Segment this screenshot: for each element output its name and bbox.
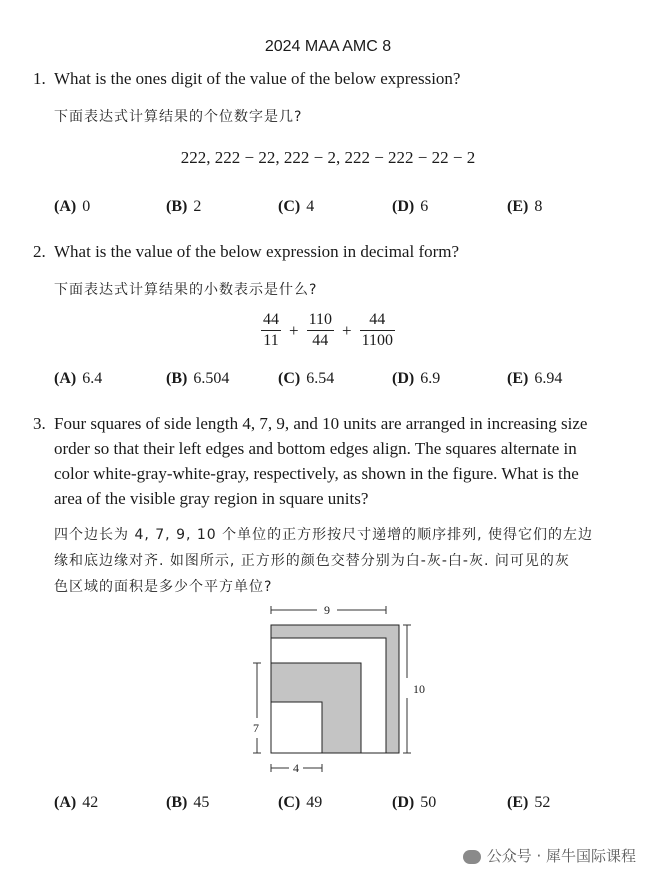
- denominator: 1100: [361, 332, 393, 349]
- choice-a[interactable]: [54, 198, 90, 216]
- choice-a[interactable]: [54, 794, 98, 812]
- question-text-cn-line: 色区域的面积是多少个平方单位?: [54, 579, 273, 595]
- choice-value: 6.504: [193, 370, 230, 387]
- choice-c[interactable]: [278, 198, 314, 216]
- question-text-cn: 下面表达式计算结果的小数表示是什么?: [54, 282, 318, 298]
- choice-label: (C): [278, 198, 301, 215]
- choice-label: (B): [166, 794, 188, 811]
- question-text: What is the value of the below expression in decimal form?: [54, 242, 460, 261]
- dimension-left: [253, 663, 261, 753]
- denominator: 44: [312, 332, 329, 349]
- squares-figure: [235, 600, 435, 780]
- page-title: 2024 MAA AMC 8: [264, 38, 392, 55]
- numerator: 110: [307, 310, 334, 331]
- choice-value: 42: [82, 794, 99, 811]
- choice-value: 52: [534, 794, 551, 811]
- question-text-cn: 下面表达式计算结果的个位数字是几?: [54, 109, 303, 125]
- watermark: [463, 845, 636, 866]
- choice-e[interactable]: [507, 794, 550, 812]
- expression: 222, 222 − 22, 222 − 2, 222 − 222 − 22 − 2: [180, 148, 476, 167]
- choice-label: (E): [507, 370, 529, 387]
- label-left: 7: [253, 721, 259, 735]
- question-text-cn-line: 四个边长为 4, 7, 9, 10 个单位的正方形按尺寸递增的顺序排列, 使得它们的左边: [54, 527, 594, 543]
- denominator: 11: [263, 332, 279, 349]
- choice-d[interactable]: [392, 794, 436, 812]
- choice-label: (E): [507, 198, 529, 215]
- label-top: 9: [324, 603, 330, 617]
- choice-label: (C): [278, 794, 301, 811]
- choice-value: 2: [193, 198, 202, 215]
- choice-value: 0: [82, 198, 91, 215]
- question-text-line: area of the visible gray region in square units?: [54, 489, 369, 508]
- plus-operator: +: [289, 320, 299, 340]
- numerator: 44: [360, 310, 395, 331]
- choice-b[interactable]: [166, 370, 229, 388]
- dimension-right: [403, 625, 411, 753]
- fraction: [360, 310, 395, 351]
- question-number: 2.: [33, 242, 46, 261]
- choice-value: 6.4: [82, 370, 103, 387]
- choice-e[interactable]: [507, 198, 542, 216]
- question-text-cn-line: 缘和底边缘对齐. 如图所示, 正方形的颜色交替分别为白-灰-白-灰. 问可见的灰: [54, 553, 570, 569]
- choice-value: 45: [193, 794, 210, 811]
- choice-label: (D): [392, 794, 415, 811]
- fraction: [307, 310, 334, 351]
- question-text-line: color white-gray-white-gray, respectively, as shown in the figure. What is the: [54, 464, 579, 483]
- choice-label: (D): [392, 198, 415, 215]
- choice-label: (A): [54, 198, 77, 215]
- plus-operator: +: [342, 320, 352, 340]
- question-text: What is the ones digit of the value of the below expression?: [54, 69, 461, 88]
- choice-value: 8: [534, 198, 543, 215]
- choice-label: (E): [507, 794, 529, 811]
- choice-b[interactable]: [166, 794, 209, 812]
- choice-b[interactable]: [166, 198, 201, 216]
- choice-value: 6.94: [534, 370, 563, 387]
- watermark-text: 公众号 · 犀牛国际课程: [486, 847, 636, 865]
- question-number: 3.: [33, 414, 46, 433]
- choice-d[interactable]: [392, 198, 428, 216]
- square-4: [271, 702, 322, 753]
- fraction: [261, 310, 281, 351]
- choice-value: 49: [306, 794, 323, 811]
- choice-c[interactable]: [278, 370, 334, 388]
- fraction-expression: [0, 310, 656, 351]
- choice-value: 4: [306, 198, 315, 215]
- label-right: 10: [413, 682, 425, 696]
- numerator: 44: [261, 310, 281, 331]
- label-bottom: 4: [293, 761, 299, 775]
- question-text-line: Four squares of side length 4, 7, 9, and 10 units are arranged in increasing size: [54, 414, 588, 433]
- choice-value: 6.9: [420, 370, 441, 387]
- choice-a[interactable]: [54, 370, 102, 388]
- choice-label: (B): [166, 198, 188, 215]
- choice-value: 6: [420, 198, 429, 215]
- choice-d[interactable]: [392, 370, 440, 388]
- choice-label: (C): [278, 370, 301, 387]
- choice-value: 6.54: [306, 370, 335, 387]
- question-number: 1.: [33, 69, 46, 88]
- question-text-line: order so that their left edges and bottom edges align. The squares alternate in: [54, 439, 577, 458]
- choice-e[interactable]: [507, 370, 562, 388]
- choice-label: (D): [392, 370, 415, 387]
- choice-label: (A): [54, 370, 77, 387]
- wechat-icon: [463, 850, 481, 864]
- choice-value: 50: [420, 794, 437, 811]
- choice-label: (A): [54, 794, 77, 811]
- choice-c[interactable]: [278, 794, 322, 812]
- choice-label: (B): [166, 370, 188, 387]
